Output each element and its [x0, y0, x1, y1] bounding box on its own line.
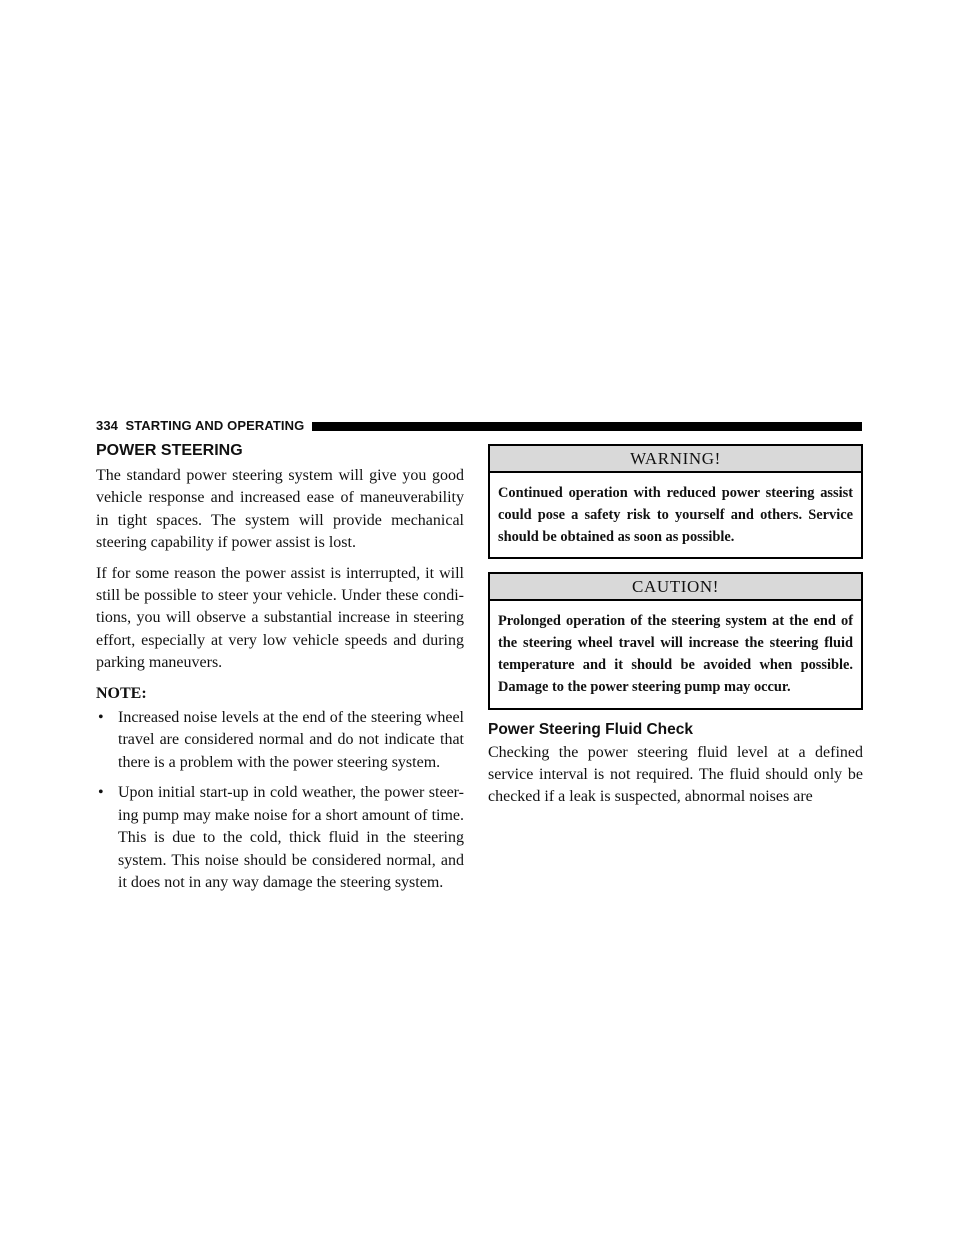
list-item	[96, 707, 464, 774]
section-heading: POWER STEERING	[96, 442, 243, 459]
warning-body: Continued operation with reduced power steering assist could pose a safety risk to yourself and others. Service should be obtained as soon as possible.	[498, 485, 853, 545]
header-rule	[296, 422, 862, 431]
bullet-icon: •	[98, 709, 104, 727]
paragraph-assist-interrupted: If for some reason the power assist is interrupted, it will still be possible to steer your vehicle. Under these condi-tions, you will observe a substantial increase in steering effort, especially at very low vehicle speeds and during parking maneuvers.	[96, 564, 464, 672]
warning-title: WARNING!	[490, 446, 861, 473]
note-label: NOTE:	[96, 684, 147, 702]
subsection-heading: Power Steering Fluid Check	[488, 720, 693, 738]
page-number: 334	[96, 418, 118, 433]
paragraph-fluid-check: Checking the power steering fluid level at a defined service interval is not required. The fluid should only be checked if a leak is suspected, abnormal noises are	[488, 743, 863, 806]
paragraph-intro: The standard power steering system will give you good vehicle response and increased ease of maneuverability in tight spaces. The system will provide mechanical steering capability if power assist is lost.	[96, 467, 464, 552]
list-item-text: Upon initial start-up in cold weather, the power steer-ing pump may make noise for a short amount of time. This is due to the cold, thick fluid in the steering system. This noise should be considered normal, and it does not in any way damage the steering system.	[118, 784, 464, 891]
chapter-title: STARTING AND OPERATING	[125, 418, 305, 433]
left-column	[96, 441, 464, 902]
note-list	[96, 707, 464, 894]
right-column	[488, 444, 863, 817]
caution-body: Prolonged operation of the steering system at the end of the steering wheel travel will increase the steering fluid temperature and it should be avoided when possible. Damage to the power steering pump may occur.	[498, 613, 853, 695]
caution-box	[488, 572, 863, 709]
warning-box	[488, 444, 863, 559]
running-header	[96, 417, 312, 435]
list-item-text: Increased noise levels at the end of the steering wheel travel are considered normal and do not indicate that there is a problem with the power steering system.	[118, 709, 464, 771]
list-item	[96, 782, 464, 894]
bullet-icon: •	[98, 784, 104, 802]
caution-title: CAUTION!	[490, 574, 861, 601]
page-header	[96, 419, 862, 433]
